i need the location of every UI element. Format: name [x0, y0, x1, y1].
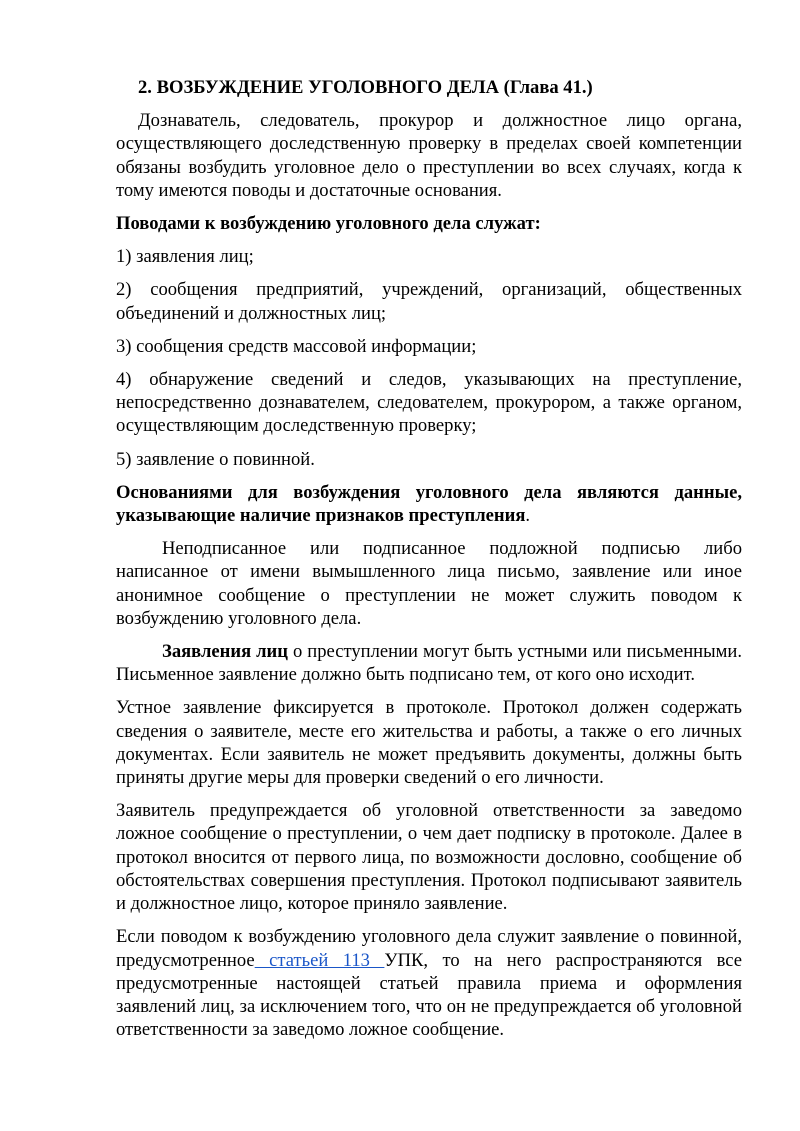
basis-bold-text: Основаниями для возбуждения уголовного дела являются данные, указывающие наличие признаков преступления	[116, 481, 742, 527]
basis-paragraph	[116, 481, 742, 527]
anonymous-paragraph: Неподписанное или подписанное подложной подписью либо написанное от имени вымышленного лица письмо, заявление или иное анонимное сообщение о преступлении не может служить поводом к возбуждению уголовного дела.	[116, 538, 742, 629]
document-body	[116, 76, 742, 1041]
article-113-link[interactable]: статьей 113	[254, 949, 385, 971]
warning-paragraph: Заявитель предупреждается об уголовной ответственности за заведомо ложное сообщение о преступлении, о чем дает подписку в протоколе. Далее в протокол вносится от первого лица, по возможности дословно, сообщение об обстоятельствах совершения преступления. Протокол подписывают заявитель и должностное лицо, которое приняло заявление.	[116, 800, 742, 915]
ground-item-4: 4) обнаружение сведений и следов, указывающих на преступление, непосредственно дознавателем, следователем, прокурором, а также органом, осуществляющим доследственную проверку;	[116, 369, 742, 437]
statements-tail-text: о преступлении могут быть устными или письменными. Письменное заявление должно быть подписано тем, от кого оно исходит.	[116, 641, 742, 686]
statements-paragraph	[116, 640, 742, 686]
ground-item-2: 2) сообщения предприятий, учреждений, организаций, общественных объединений и должностных лиц;	[116, 279, 742, 324]
grounds-heading: Поводами к возбуждению уголовного дела служат:	[116, 213, 541, 235]
confession-text-before: Если поводом к возбуждению уголовного дела служит заявление о повинной, предусмотренное	[116, 926, 742, 971]
basis-tail-text: .	[525, 505, 531, 527]
confession-text-after: УПК, то на него распространяются все предусмотренные настоящей статьей правила приема и оформления заявлений лиц, за исключением того, что он не предупреждается об уголовной ответственности за заведомо ложное сообщение.	[116, 949, 742, 1041]
intro-paragraph: Дознаватель, следователь, прокурор и должностное лицо органа, осуществляющего доследственную проверку в пределах своей компетенции обязаны возбудить уголовное дело о преступлении во всех случаях, когда к тому имеются поводы и достаточные основания.	[116, 110, 742, 201]
oral-statement-paragraph: Устное заявление фиксируется в протоколе. Протокол должен содержать сведения о заявителе, месте его жительства и работы, а также о его личных документах. Если заявитель не может предъявить документы, должны быть приняты другие меры для проверки сведений о его личности.	[116, 697, 742, 789]
ground-item-3: 3) сообщения средств массовой информации;	[116, 335, 477, 357]
statements-bold-text: Заявления лиц	[162, 641, 288, 663]
confession-paragraph	[116, 925, 742, 1041]
ground-item-5: 5) заявление о повинной.	[116, 448, 315, 470]
section-heading: 2. ВОЗБУЖДЕНИЕ УГОЛОВНОГО ДЕЛА (Глава 41.)	[138, 77, 593, 98]
ground-item-1: 1) заявления лиц;	[116, 246, 254, 268]
